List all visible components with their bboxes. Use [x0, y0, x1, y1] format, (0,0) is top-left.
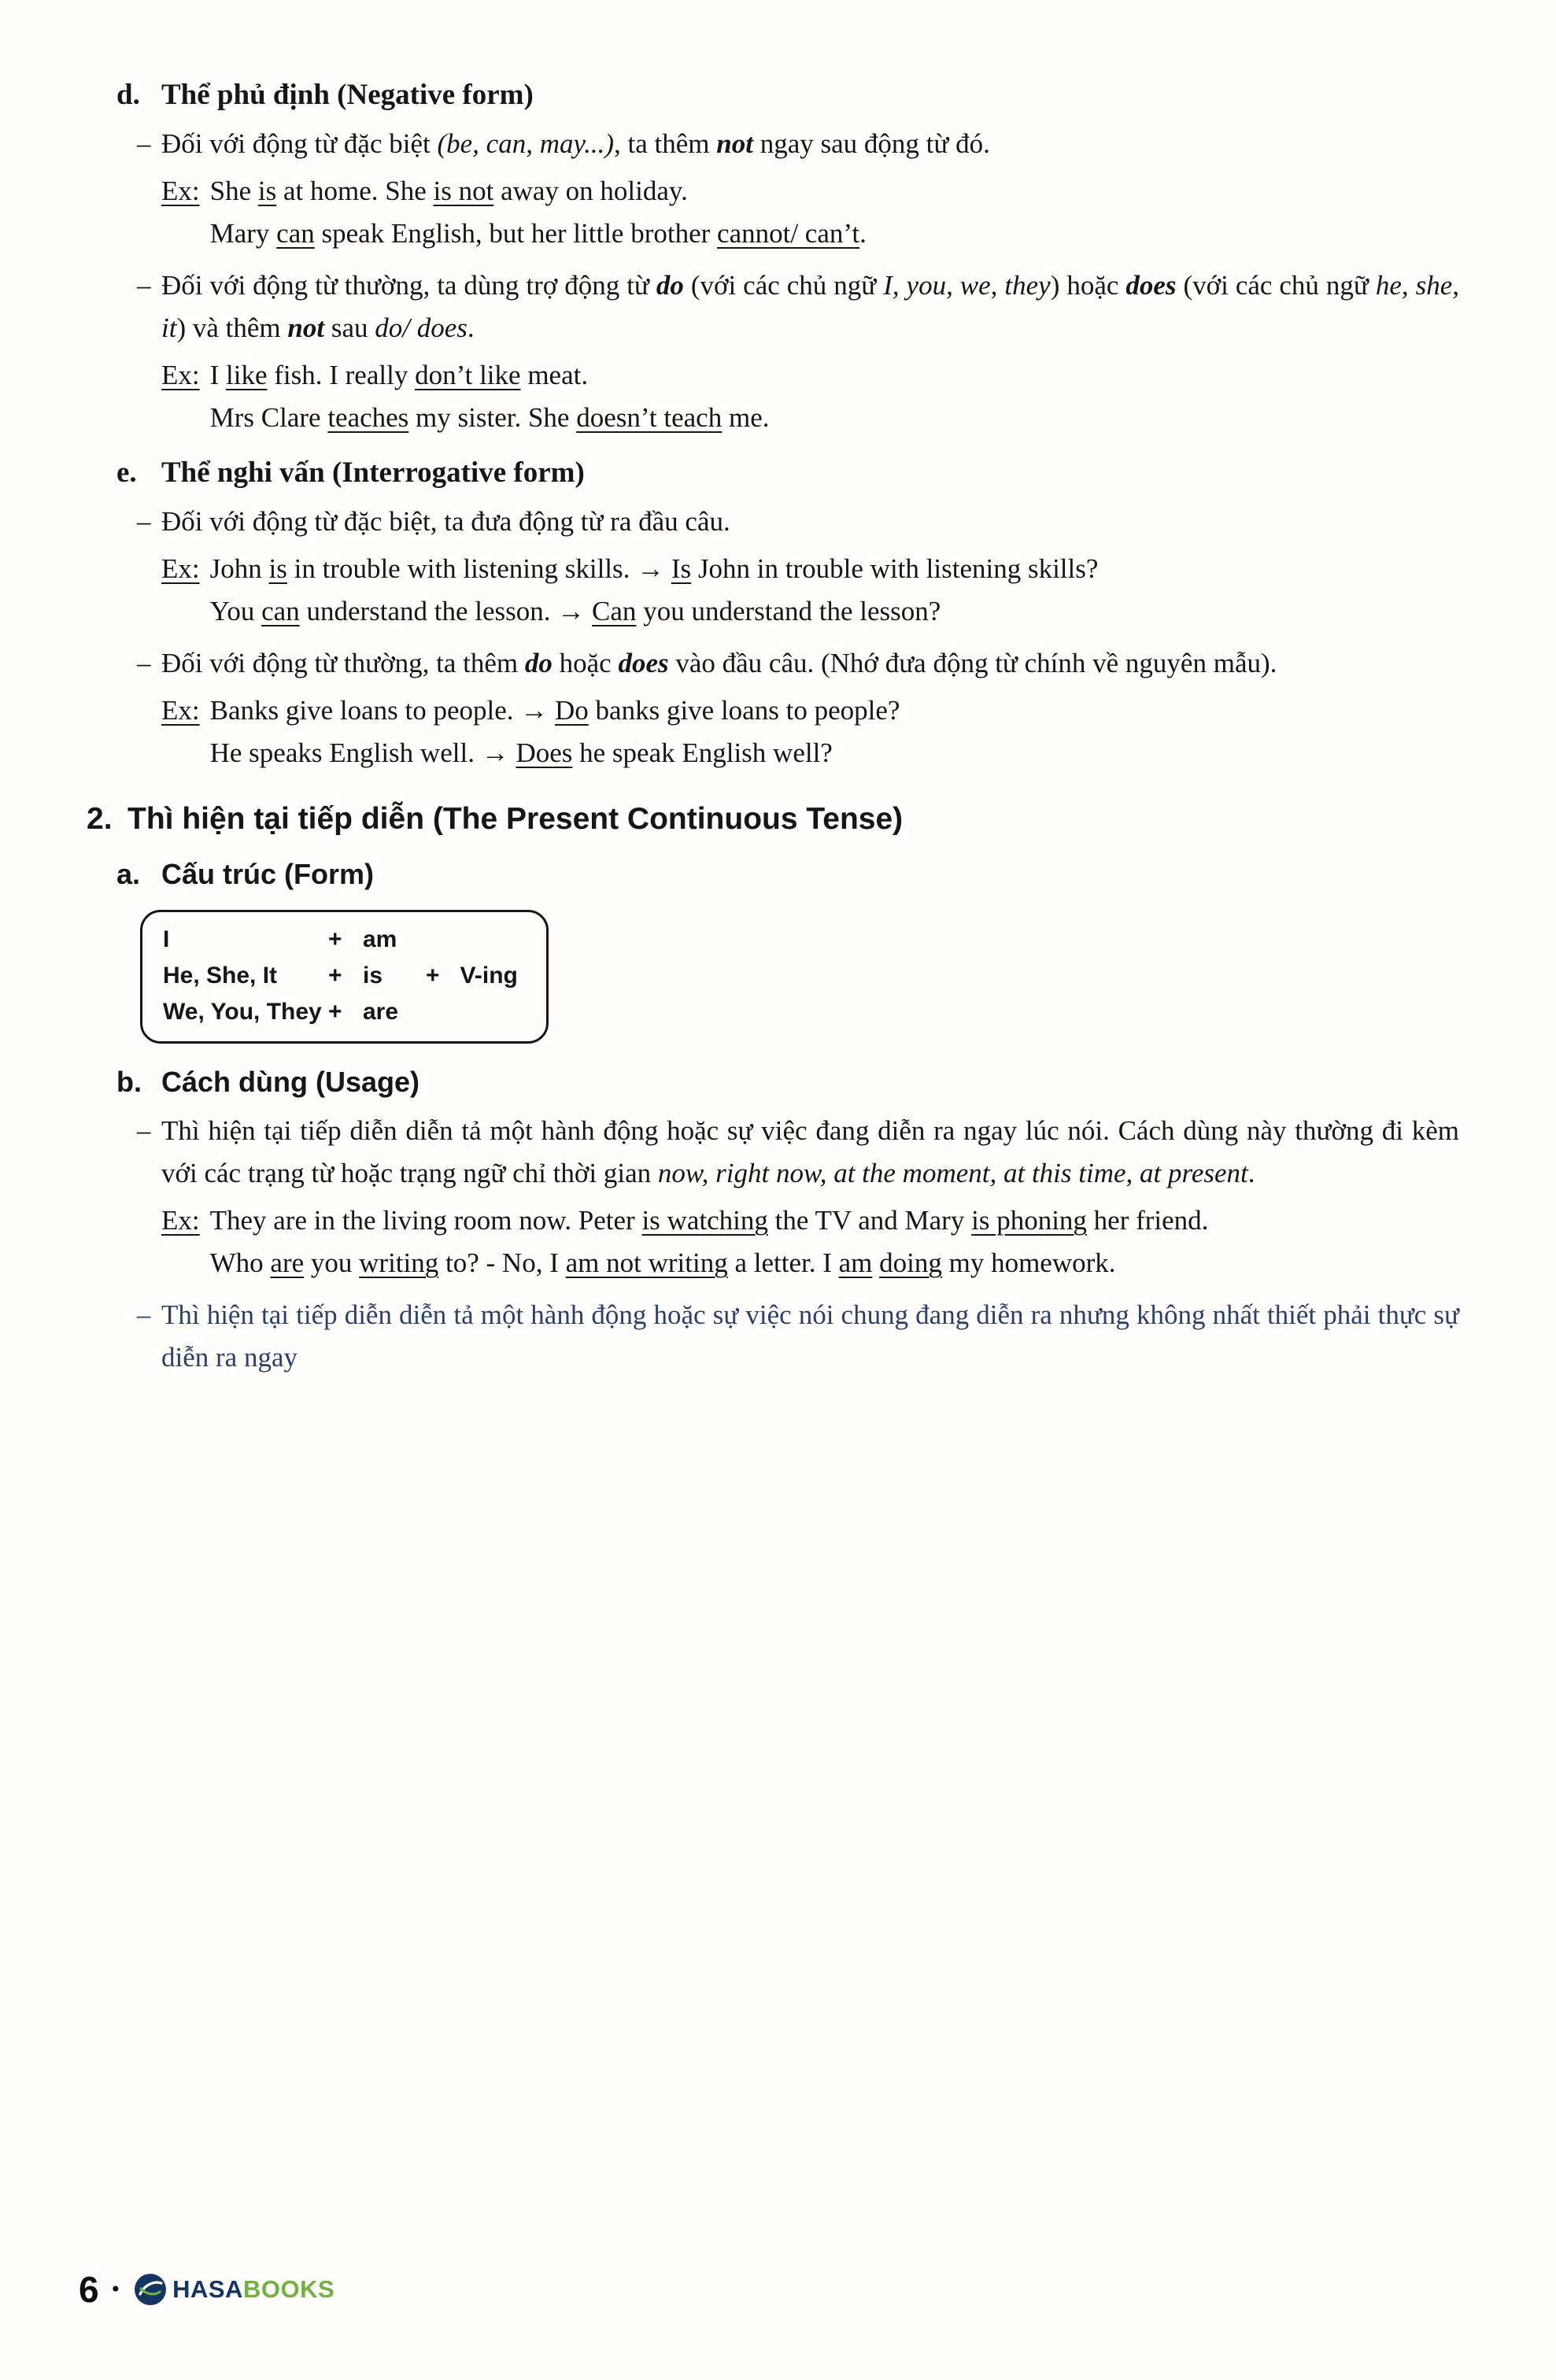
section-a-heading: [116, 853, 1459, 896]
section-a-label: a.: [116, 858, 141, 890]
form-box-verb: is: [363, 963, 383, 989]
bullet-dash: –: [137, 648, 151, 678]
ving-label: V-ing: [460, 963, 518, 989]
example-line: They are in the living room now. Peter is watching the TV and Mary is phoning her friend.: [209, 1205, 1209, 1236]
bullet-dash: –: [137, 270, 151, 301]
form-box-subject: We, You, They: [163, 999, 322, 1025]
bullet-dash: –: [137, 128, 151, 159]
example-line: I like fish. I really don’t like meat.: [209, 360, 589, 390]
example-line: She is at home. She is not away on holiday.: [209, 176, 688, 206]
example-usage: [116, 1199, 1459, 1284]
form-box-verb: am: [363, 926, 397, 952]
example-line: Mary can speak English, but her little brother cannot/ can’t.: [209, 218, 867, 249]
bullet-dash: –: [137, 1115, 151, 1146]
section-2-title: Thì hiện tại tiếp diễn (The Present Continuous Tense): [128, 802, 904, 836]
brand-wordmark: [172, 2268, 334, 2311]
plus-sign: +: [328, 926, 342, 952]
usage-rule-happening-now: [116, 1110, 1459, 1195]
usage-rule-general-progress: [116, 1294, 1459, 1379]
section-b-heading: [116, 1061, 1459, 1103]
example-line: John is in trouble with listening skills. → Is John in trouble with listening skills?: [209, 553, 1099, 584]
form-box-subjects-column: [163, 922, 328, 1030]
example-negative-ordinary: [116, 354, 1459, 439]
example-line: Who are you writing to? - No, I am not writing a letter. I am doing my homework.: [209, 1247, 1116, 1278]
interrogative-rule-special-verbs: [116, 501, 1459, 543]
negative-rule-ordinary-verbs-text: Đối với động từ thường, ta dùng trợ động từ do (với các chủ ngữ I, you, we, they) hoặc does (với các chủ ngữ he, she, it) và thêm not sau do/ does.: [161, 270, 1459, 343]
form-box-plus-column: [328, 922, 363, 1030]
interrogative-rule-special-verbs-text: Đối với động từ đặc biệt, ta đưa động từ ra đầu câu.: [161, 506, 730, 537]
section-e-heading: [116, 452, 1459, 494]
example-label: Ex:: [161, 1205, 200, 1236]
negative-rule-special-verbs: [116, 123, 1459, 165]
usage-rule-general-progress-text: Thì hiện tại tiếp diễn diễn tả một hành động hoặc sự việc nói chung đang diễn ra nhưng không nhất thiết phải thực sự diễn ra ngay: [161, 1299, 1459, 1373]
interrogative-rule-ordinary-verbs-text: Đối với động từ thường, ta thêm do hoặc does vào đầu câu. (Nhớ đưa động từ chính về nguyên mẫu).: [161, 648, 1277, 678]
plus-sign: +: [328, 999, 342, 1025]
example-negative-special: [116, 170, 1459, 255]
example-body: [210, 548, 1459, 633]
form-box-verb: are: [363, 999, 399, 1025]
example-label: Ex:: [161, 695, 200, 726]
section-e-label: e.: [116, 456, 137, 489]
example-interrogative-ordinary: [116, 689, 1459, 774]
example-body: [210, 689, 1459, 774]
section-b-title: Cách dùng (Usage): [161, 1066, 420, 1098]
page-content: [87, 61, 1459, 1384]
brand-hasa: HASA: [172, 2275, 243, 2303]
example-interrogative-special: [116, 548, 1459, 633]
example-body: [210, 170, 1459, 255]
negative-rule-ordinary-verbs: [116, 264, 1459, 349]
section-e-title: Thể nghi vấn (Interrogative form): [161, 456, 585, 489]
bullet-dash: –: [137, 506, 151, 537]
example-label: Ex:: [161, 553, 200, 584]
present-continuous-form-box: [140, 910, 549, 1044]
form-box-grid: [163, 922, 518, 1030]
section-a-title: Cấu trúc (Form): [161, 858, 374, 890]
section-2-heading: [87, 798, 1459, 841]
example-label: Ex:: [161, 360, 200, 390]
bullet-dash: –: [137, 1299, 151, 1330]
example-body: [210, 354, 1459, 439]
form-box-subject: He, She, It: [163, 963, 278, 989]
form-box-verbs-column: [363, 922, 418, 1030]
example-line: Mrs Clare teaches my sister. She doesn’t teach me.: [209, 402, 770, 433]
plus-sign: +: [426, 963, 440, 989]
brand-books: BOOKS: [242, 2275, 335, 2303]
page-footer: [79, 2268, 334, 2311]
section-d-heading: [116, 74, 1459, 116]
interrogative-rule-ordinary-verbs: [116, 642, 1459, 685]
usage-rule-happening-now-text: Thì hiện tại tiếp diễn diễn tả một hành động hoặc sự việc đang diễn ra ngay lúc nói. Cách dùng này thường đi kèm với các trạng từ hoặc trạng ngữ chỉ thời gian now, right now, at the moment, at this time, at present.: [161, 1115, 1459, 1188]
section-b-label: b.: [116, 1066, 142, 1098]
page-number: 6: [79, 2269, 99, 2310]
form-box-wrap: [140, 910, 1459, 1044]
example-line: He speaks English well. → Does he speak English well?: [209, 737, 833, 768]
section-d-title: Thể phủ định (Negative form): [161, 79, 534, 111]
example-body: [210, 1199, 1459, 1284]
hasabooks-logo-icon: [134, 2273, 167, 2306]
example-label: Ex:: [161, 176, 200, 206]
example-line: Banks give loans to people. → Do banks give loans to people?: [209, 695, 900, 726]
plus-sign: +: [328, 963, 342, 989]
footer-separator-dot: •: [111, 2276, 120, 2302]
form-box-ving: [426, 922, 518, 1030]
section-d-label: d.: [116, 79, 140, 111]
section-2-label: 2.: [87, 802, 113, 836]
form-box-subject: I: [163, 926, 170, 952]
negative-rule-special-verbs-text: Đối với động từ đặc biệt (be, can, may...), ta thêm not ngay sau động từ đó.: [161, 128, 990, 159]
example-line: You can understand the lesson. → Can you understand the lesson?: [209, 596, 941, 626]
